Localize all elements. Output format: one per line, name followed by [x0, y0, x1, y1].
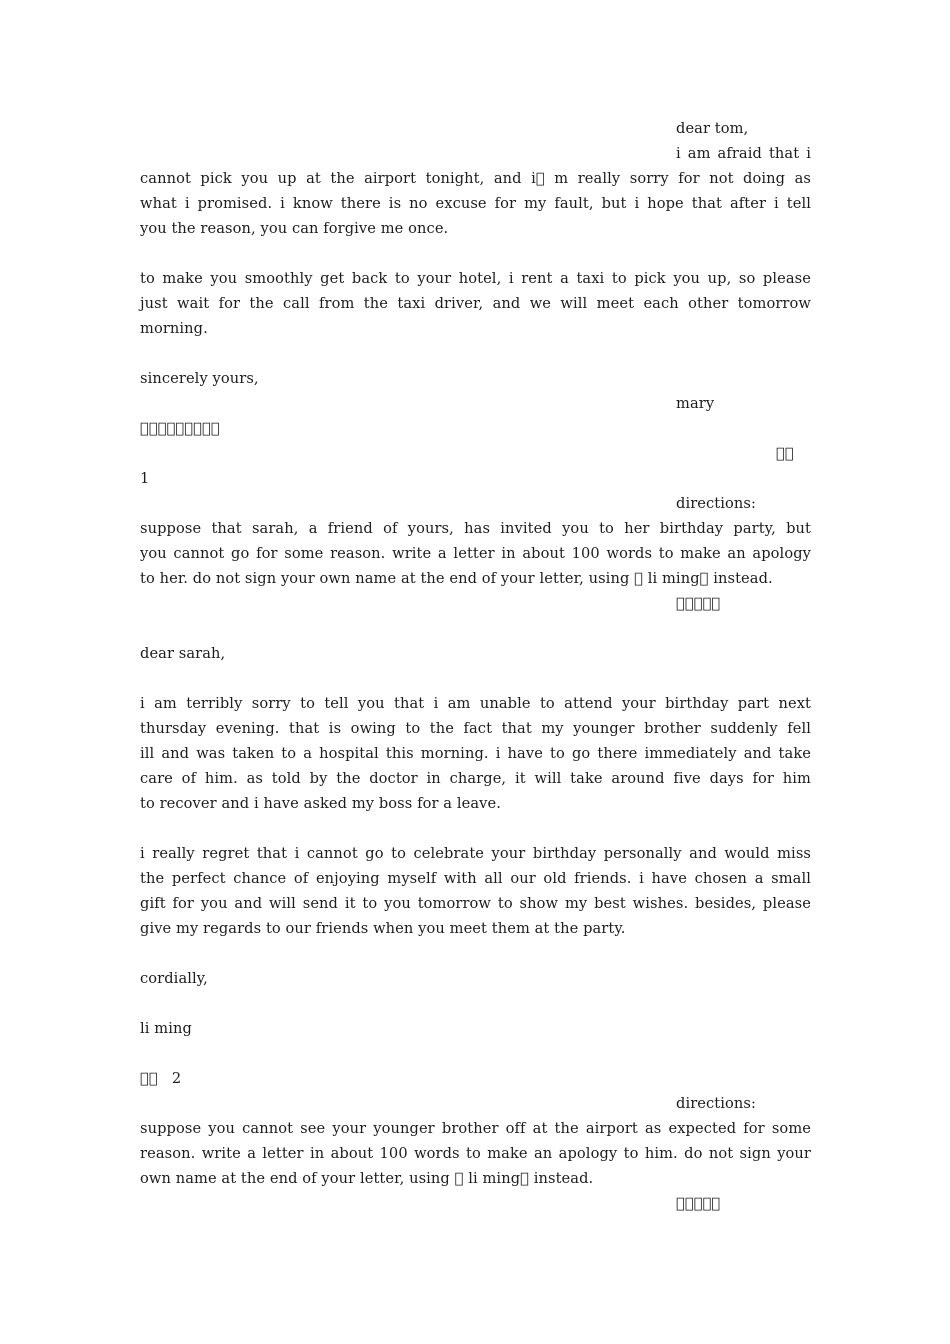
letter1-closing: sincerely yours, [140, 370, 259, 387]
example-number: 1 [140, 470, 150, 487]
letter1-signature: mary [676, 395, 715, 412]
directions-line: own name at the end of your letter, using   li ming  instead. [140, 1170, 594, 1187]
example1-salutation: dear sarah, [140, 645, 226, 662]
example1-closing: cordially, [140, 970, 208, 987]
directions-line: you cannot go for some reason. write a letter in about 100 words to make an apology [140, 545, 811, 562]
example1-para1-line: thursday evening. that is owing to the fact that my younger brother suddenly fell [140, 720, 811, 737]
example1-para2-line: gift for you and will send it to you tomorrow to show my best wishes. besides, please [140, 895, 811, 912]
directions-label: directions: [676, 495, 757, 512]
directions-label: directions: [676, 1095, 757, 1112]
directions-line: suppose that sarah, a friend of yours, has invited you to her birthday party, but [140, 520, 811, 537]
directions-line: suppose you cannot see your younger brother off at the airport as expected for some [140, 1120, 811, 1137]
example1-para1-line: i am terribly sorry to tell you that i am unable to attend your birthday part next [140, 695, 811, 712]
garbled-heading:       [676, 1195, 721, 1212]
letter1-opening: i am afraid that i [676, 145, 811, 162]
garbled-label:    [776, 445, 794, 462]
garbled-heading:       [676, 595, 721, 612]
directions-line: reason. write a letter in about 100 words to make an apology to him. do not sign your [140, 1145, 811, 1162]
example1-signature: li ming [140, 1020, 192, 1037]
letter1-body-line: what i promised. i know there is no excuse for my fault, but i hope that after i tell [140, 195, 811, 212]
directions-line: to her. do not sign your own name at the end of your letter, using   li ming  instead. [140, 570, 773, 587]
garbled-line:           [140, 420, 220, 437]
example1-para1-line: ill and was taken to a hospital this morning. i have to go there immediately and take [140, 745, 811, 762]
example1-para2-line: give my regards to our friends when you meet them at the party. [140, 920, 626, 937]
letter1-body-line: you the reason, you can forgive me once. [140, 220, 449, 237]
example1-para1-line: care of him. as told by the doctor in charge, it will take around five days for him [140, 770, 811, 787]
example1-para2-line: the perfect chance of enjoying myself with all our old friends. i have chosen a small [140, 870, 811, 887]
example1-para2-line: i really regret that i cannot go to celebrate your birthday personally and would miss [140, 845, 811, 862]
letter1-para2-line: just wait for the call from the taxi driver, and we will meet each other tomorrow [140, 295, 811, 312]
example1-para1-line: to recover and i have asked my boss for a leave. [140, 795, 501, 812]
example2-heading:    2 [140, 1070, 182, 1087]
letter1-body-line: cannot pick you up at the airport tonight, and i  m really sorry for not doing as [140, 170, 811, 187]
letter1-salutation: dear tom, [676, 120, 749, 137]
letter1-para2-line: to make you smoothly get back to your hotel, i rent a taxi to pick you up, so please [140, 270, 811, 287]
letter1-para2-line: morning. [140, 320, 208, 337]
